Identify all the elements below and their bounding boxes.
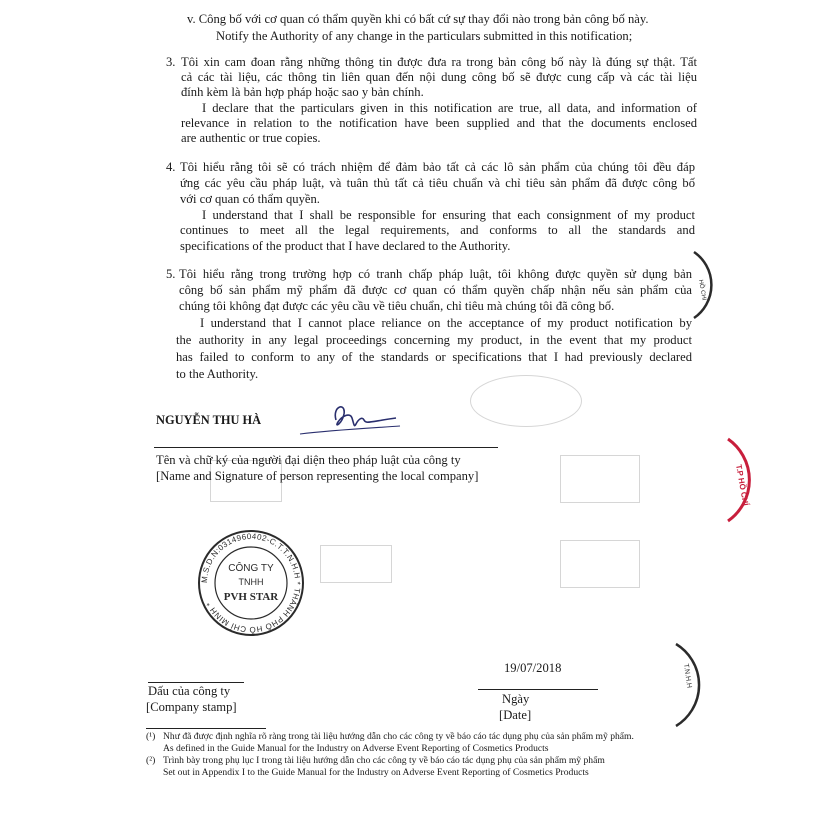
- stamp-line-2: TNHH: [238, 577, 264, 587]
- signature-caption-vi: Tên và chữ ký của người đại diện theo pháp luật của công ty: [156, 453, 461, 467]
- signature-line: [154, 447, 498, 448]
- clause-3-en-line: are authentic or true copies.: [181, 131, 321, 145]
- stamp-line-1: CÔNG TY: [228, 563, 274, 574]
- clause-4-vi-line: ứng các yêu cầu pháp luật, và tuân thủ tất cả tiêu chuẩn và chỉ tiêu sản phẩm đã được công bố: [180, 176, 695, 190]
- date-label-en: [Date]: [499, 708, 532, 722]
- clause-3-vi-line: cả các tài liệu, các thông tin liên quan đến nội dung công bố sẽ được cung cấp và các tài liệu: [181, 70, 697, 84]
- clause-4-en-line: continues to meet all the legal requirements, and conforms to all the standards and: [180, 223, 695, 237]
- footnote-2-mark: (²): [146, 755, 156, 766]
- clause-5-en-line: the authority in any legal proceedings concerning my product, in the event that my product: [176, 333, 692, 347]
- clause-4-vi-line: Tôi hiểu rằng tôi sẽ có trách nhiệm để đảm bảo tất cả các lô sản phẩm của chúng tôi đều đáp: [180, 160, 695, 174]
- clause-3-vi-line: Tôi xin cam đoan rằng những thông tin được đưa ra trong bản công bố này là đúng sự thật. Tất: [181, 55, 697, 69]
- handwritten-signature: [292, 398, 402, 438]
- clause-3-en-line: relevance in relation to the notification have been supplied and that the documents enclosed: [181, 116, 697, 130]
- clause-v-vi: v. Công bố với cơ quan có thẩm quyền khi có bất cứ sự thay đổi nào trong bản công bố này.: [187, 12, 649, 26]
- company-round-stamp: [196, 528, 306, 638]
- clause-5-en-line: to the Authority.: [176, 367, 259, 381]
- clause-4-vi-line: với cơ quan có thẩm quyền.: [180, 192, 320, 206]
- clause-3-vi-line: đính kèm là bản hợp pháp hoặc sao y bản chính.: [181, 85, 424, 99]
- clause-3-number: 3.: [166, 55, 176, 69]
- red-stamp-right: [722, 435, 782, 525]
- signatory-name: NGUYỄN THU HÀ: [156, 413, 262, 427]
- clause-5-vi-line: Tôi hiểu rằng trong trường hợp có tranh chấp pháp luật, tôi không được quyền sử dụng bản: [179, 267, 692, 281]
- company-stamp-line: [148, 682, 244, 683]
- black-stamp-text: T.N.H.H: [682, 663, 693, 689]
- date-line: [478, 689, 598, 690]
- footnote-1-vi: Như đã được định nghĩa rõ ràng trong tài liệu hướng dẫn cho các công ty về báo cáo tác dụng phụ của sản phẩm mỹ phẩm.: [163, 731, 634, 742]
- edge-stamp-top: [690, 250, 720, 320]
- stamp-line-3: PVH STAR: [223, 591, 279, 603]
- black-stamp-right: [672, 640, 712, 730]
- clause-4-en-line: I understand that I shall be responsible for ensuring that each consignment of my product: [202, 208, 695, 222]
- clause-5-vi-line: công bố sản phẩm mỹ phẩm đã được cơ quan có thẩm quyền chấp nhận nếu sản phẩm của: [179, 283, 692, 297]
- signature-caption-en: [Name and Signature of person representing the local company]: [156, 469, 479, 483]
- date-label-vi: Ngày: [502, 692, 530, 706]
- footnote-separator: [146, 728, 266, 729]
- clause-5-en-line: has failed to conform to any of the standards or specifications that I had previously declared: [176, 350, 692, 364]
- red-stamp-text: T.P HỒ CHÍ: [734, 463, 751, 507]
- clause-5-en-line: I understand that I cannot place reliance on the acceptance of my product notification by: [200, 316, 692, 330]
- footnote-1-en: As defined in the Guide Manual for the Industry on Adverse Event Reporting of Cosmetics Products: [163, 743, 549, 754]
- clause-5-number: 5.: [166, 267, 176, 281]
- edge-stamp-top-text: HỒ CHÍ: [697, 279, 707, 302]
- clause-v-en: Notify the Authority of any change in the particulars submitted in this notification;: [216, 29, 633, 43]
- date-value: 19/07/2018: [504, 661, 562, 675]
- footnote-2-en: Set out in Appendix I to the Guide Manual for the Industry on Adverse Event Reporting of Cosmetics Products: [163, 767, 589, 778]
- footnote-2-vi: Trình bày trong phụ lục I trong tài liệu hướng dẫn cho các công ty về báo cáo tác dụng phụ của sản phẩm mỹ phẩm: [163, 755, 605, 766]
- stamp-ring-text: M.S.D.N:0314960402-C.T.T.N.H.H * THÀNH PHỐ HỒ CHÍ MINH *: [199, 531, 303, 635]
- clause-3-en-line: I declare that the particulars given in this notification are true, all data, and information of: [202, 101, 697, 115]
- clause-4-number: 4.: [166, 160, 176, 174]
- company-stamp-label-vi: Dấu của công ty: [148, 684, 231, 698]
- clause-4-en-line: specifications of the product that I have declared to the Authority.: [180, 239, 511, 253]
- clause-5-vi-line: chúng tôi không đạt được các yêu cầu về tiêu chuẩn, chỉ tiêu mà chúng tôi đã công bố.: [179, 299, 615, 313]
- company-stamp-label-en: [Company stamp]: [146, 700, 237, 714]
- footnote-1-mark: (¹): [146, 731, 156, 742]
